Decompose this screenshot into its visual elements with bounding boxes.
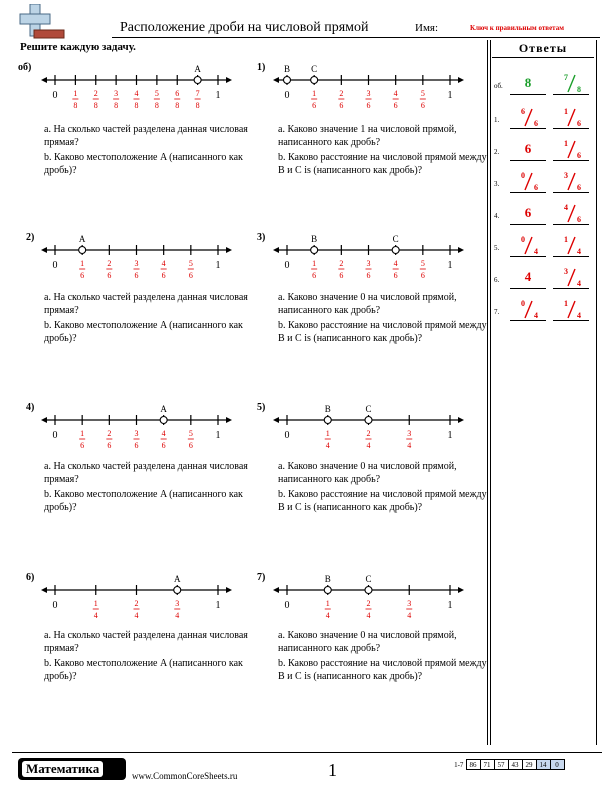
answer-a-fraction [514,169,544,193]
point-marker [365,587,372,594]
answer-fraction-slash [568,237,575,254]
fraction-numerator: 3 [407,429,412,438]
answer-numerator: 1 [564,299,568,308]
point-label: A [194,64,201,74]
answer-numerator: 4 [564,203,568,212]
number-line [39,60,279,118]
answer-numerator: 1 [564,235,568,244]
fraction-numerator: 2 [107,259,112,268]
answer-fraction-slash [568,75,575,92]
question-a: a. Каково значение 1 на числовой прямой, написанного как дробь? [278,124,457,148]
tick-label-start: 0 [52,260,58,271]
score-range: 1-7 [454,760,464,769]
number-line [39,570,279,628]
answer-row-label: 6. [494,276,500,284]
fraction-numerator: 3 [175,599,180,608]
fraction-denominator: 8 [93,101,98,110]
fraction-denominator: 6 [161,441,166,450]
answer-denominator: 4 [534,311,538,320]
answer-denominator: 4 [534,247,538,256]
score-cell: 14 [536,760,550,770]
fraction-numerator: 5 [154,89,159,98]
fraction-denominator: 4 [325,611,330,620]
arrow-right-icon [458,587,464,593]
fraction-numerator: 3 [134,429,139,438]
name-label: Имя: [415,22,439,34]
question-a: a. Каково значение 0 на числовой прямой, написанного как дробь? [278,461,457,485]
question-b: b. Каково местоположение A (написанного как дробь)? [44,320,243,344]
answer-fraction-slash [525,301,532,318]
point-marker [160,417,167,424]
answer-denominator: 6 [577,151,581,160]
arrow-left-icon [41,247,47,253]
question-b: b. Каково расстояние на числовой прямой между B и C is (написанного как дробь)? [278,658,487,682]
fraction-denominator: 8 [114,101,119,110]
answer-a: 8 [524,75,532,90]
arrow-left-icon [273,77,279,83]
point-marker [311,77,318,84]
answer-a [514,233,544,262]
fraction-denominator: 4 [325,441,330,450]
fraction-denominator: 6 [134,441,139,450]
score-cell: 86 [466,760,480,770]
answer-a [514,297,544,326]
point-label: A [174,574,181,584]
answers-divider [492,57,594,58]
fraction-denominator: 4 [366,441,371,450]
answer-row-label: об. [494,82,503,90]
arrow-right-icon [226,417,232,423]
brand-logo [18,758,126,780]
fraction-denominator: 8 [195,101,200,110]
arrow-left-icon [273,417,279,423]
answer-a-fraction [514,105,544,129]
answer-fraction-slash [568,301,575,318]
answer-row-label: 1. [494,116,500,124]
fraction-denominator: 6 [420,271,425,280]
fraction-numerator: 1 [80,429,85,438]
point-label: A [160,404,167,414]
problem-number: 2) [26,232,35,243]
tick-label-end: 1 [215,260,221,271]
tick-label-start: 0 [284,600,290,611]
fraction-denominator: 6 [339,271,344,280]
sidebar-divider [490,40,491,745]
answers-title: Ответы [518,41,568,55]
arrow-left-icon [273,247,279,253]
question-a: a. На сколько частей разделена данная числовая прямая? [44,630,248,654]
fraction-numerator: 3 [114,89,119,98]
number-line [271,570,511,628]
answer-b [557,297,587,326]
tick-label-start: 0 [52,600,58,611]
answer-denominator: 4 [577,247,581,256]
score-cell: 57 [494,760,508,770]
answer-a-fraction [514,233,544,257]
question-b: b. Каково расстояние на числовой прямой между B и C is (написанного как дробь)? [278,320,487,344]
point-label: C [365,574,372,584]
question-a: a. На сколько частей разделена данная числовая прямая? [44,292,248,316]
point-marker [392,247,399,254]
fraction-numerator: 5 [420,89,425,98]
question-b: b. Каково местоположение A (написанного как дробь)? [44,489,243,513]
fraction-denominator: 6 [366,271,371,280]
tick-label-start: 0 [52,90,58,101]
question-b: b. Каково местоположение A (написанного как дробь)? [44,152,243,176]
arrow-right-icon [226,247,232,253]
answer-b [557,105,587,134]
answer-denominator: 4 [577,311,581,320]
logo-icon [16,4,66,40]
point-marker [284,77,291,84]
tick-label-start: 0 [284,260,290,271]
point-marker [324,417,331,424]
arrow-left-icon [41,77,47,83]
answer-key-label: Ключ к правильным ответам [470,24,564,32]
answer-b [557,169,587,198]
question-b: b. Каково расстояние на числовой прямой между B и C is (написанного как дробь)? [278,489,487,513]
fraction-denominator: 6 [312,101,317,110]
arrow-left-icon [41,417,47,423]
tick-label-start: 0 [52,430,58,441]
point-label: C [365,404,372,414]
fraction-denominator: 4 [407,611,412,620]
answer-b-fraction [557,233,587,257]
fraction-numerator: 4 [393,89,398,98]
answer-row-label: 3. [494,180,500,188]
answer-denominator: 8 [577,85,581,94]
answer-b [557,137,587,166]
question-a: a. На сколько частей разделена данная числовая прямая? [44,124,248,148]
fraction-denominator: 8 [175,101,180,110]
answer-numerator: 3 [564,267,568,276]
score-cell: 0 [550,760,564,770]
fraction-numerator: 1 [80,259,85,268]
fraction-denominator: 6 [339,101,344,110]
tick-label-start: 0 [284,90,290,101]
fraction-denominator: 6 [80,271,85,280]
answer-denominator: 6 [577,183,581,192]
number-line [271,60,511,118]
page-title: Расположение дроби на числовой прямой [120,20,369,35]
problem-number: об) [18,62,32,73]
fraction-denominator: 6 [420,101,425,110]
tick-label-end: 1 [447,600,453,611]
problem-number: 7) [257,572,266,583]
fraction-denominator: 6 [366,101,371,110]
answer-denominator: 6 [577,215,581,224]
fraction-denominator: 6 [161,271,166,280]
answer-fraction-slash [568,141,575,158]
fraction-numerator: 2 [107,429,112,438]
score-cell: 29 [522,760,536,770]
fraction-numerator: 2 [339,259,344,268]
answer-line [510,160,546,161]
answer-a [514,169,544,198]
tick-label-end: 1 [447,90,453,101]
fraction-numerator: 5 [188,259,193,268]
fraction-denominator: 6 [188,271,193,280]
answer-a [514,105,544,134]
fraction-denominator: 6 [188,441,193,450]
tick-label-end: 1 [215,600,221,611]
point-label: B [324,404,331,414]
fraction-numerator: 5 [188,429,193,438]
tick-label-end: 1 [447,260,453,271]
number-line [39,230,279,288]
answer-b-fraction [557,137,587,161]
tick-label-end: 1 [215,430,221,441]
point-marker [194,77,201,84]
fraction-numerator: 2 [339,89,344,98]
fraction-denominator: 4 [407,441,412,450]
fraction-numerator: 6 [175,89,180,98]
answer-numerator: 6 [521,107,525,116]
answer-b-fraction [557,71,587,95]
answer-denominator: 6 [534,119,538,128]
fraction-denominator: 6 [80,441,85,450]
answer-a: 6 [524,141,532,156]
tick-label-end: 1 [447,430,453,441]
answer-line [510,288,546,289]
question-a: a. Каково значение 0 на числовой прямой, написанного как дробь? [278,292,457,316]
answer-b [557,233,587,262]
fraction-denominator: 8 [154,101,159,110]
fraction-denominator: 6 [393,101,398,110]
brand-label: Математика [22,761,103,777]
fraction-denominator: 6 [107,441,112,450]
arrow-right-icon [458,77,464,83]
fraction-denominator: 8 [73,101,78,110]
site-url: www.CommonCoreSheets.ru [132,771,238,781]
answer-row-label: 5. [494,244,500,252]
problem-number: 1) [257,62,266,73]
number-line [271,230,511,288]
fraction-numerator: 1 [93,599,98,608]
answer-numerator: 7 [564,73,568,82]
question-a: a. Каково значение 0 на числовой прямой, написанного как дробь? [278,630,457,654]
sidebar-divider [596,40,597,745]
instruction-text: Решите каждую задачу. [20,41,136,53]
point-label: C [311,64,318,74]
number-line [39,400,279,458]
answer-b-fraction [557,297,587,321]
problem-number: 5) [257,402,266,413]
answer-fraction-slash [568,205,575,222]
answer-numerator: 0 [521,235,525,244]
fraction-numerator: 2 [366,429,371,438]
arrow-right-icon [226,587,232,593]
point-marker [79,247,86,254]
fraction-denominator: 6 [312,271,317,280]
fraction-numerator: 2 [93,89,98,98]
fraction-numerator: 1 [312,89,317,98]
fraction-denominator: 6 [134,271,139,280]
point-label: C [392,234,399,244]
tick-label-start: 0 [284,430,290,441]
answer-b-fraction [557,105,587,129]
answer-a-fraction [514,297,544,321]
answer-numerator: 0 [521,171,525,180]
title-divider [112,37,600,38]
arrow-right-icon [458,247,464,253]
point-label: B [283,64,291,74]
fraction-numerator: 4 [134,89,139,98]
question-b: b. Каково расстояние на числовой прямой между B и C is (написанного как дробь)? [278,152,487,176]
point-marker [311,247,318,254]
arrow-right-icon [458,417,464,423]
number-line [271,400,511,458]
answer-b [557,71,587,100]
answer-denominator: 6 [534,183,538,192]
answer-fraction-slash [525,237,532,254]
answer-numerator: 0 [521,299,525,308]
fraction-denominator: 4 [93,611,98,620]
answer-a: 4 [524,269,532,284]
answer-b [557,201,587,230]
fraction-numerator: 4 [393,259,398,268]
footer-divider [12,752,602,753]
answer-a: 6 [524,205,532,220]
page-number: 1 [328,760,337,780]
answer-b-fraction [557,169,587,193]
problem-number: 4) [26,402,35,413]
fraction-denominator: 4 [366,611,371,620]
fraction-denominator: 6 [107,271,112,280]
fraction-denominator: 4 [134,611,139,620]
fraction-numerator: 2 [134,599,139,608]
answer-fraction-slash [568,269,575,286]
question-b: b. Каково местоположение A (написанного как дробь)? [44,658,243,682]
fraction-numerator: 1 [325,599,330,608]
fraction-numerator: 7 [195,89,200,98]
problem-number: 3) [257,232,266,243]
answer-line [510,224,546,225]
sidebar-divider [487,40,488,745]
fraction-numerator: 5 [420,259,425,268]
question-a: a. На сколько частей разделена данная числовая прямая? [44,461,248,485]
arrow-right-icon [226,77,232,83]
fraction-numerator: 1 [73,89,78,98]
tick-label-end: 1 [215,90,221,101]
point-marker [365,417,372,424]
answer-fraction-slash [525,109,532,126]
answer-fraction-slash [525,173,532,190]
problem-number: 6) [26,572,35,583]
score-cell: 71 [480,760,494,770]
fraction-numerator: 4 [161,429,166,438]
point-label: A [78,234,86,244]
fraction-numerator: 3 [366,89,371,98]
answer-denominator: 6 [577,119,581,128]
point-label: B [324,574,331,584]
fraction-denominator: 4 [175,611,180,620]
fraction-numerator: 3 [407,599,412,608]
answer-numerator: 3 [564,171,568,180]
answer-line [510,94,546,95]
fraction-denominator: 8 [134,101,139,110]
answer-row-label: 7. [494,308,500,316]
answer-b-fraction [557,201,587,225]
score-table [452,759,565,770]
answer-row-label: 4. [494,212,500,220]
answer-b-fraction [557,265,587,289]
fraction-denominator: 6 [393,271,398,280]
arrow-left-icon [273,587,279,593]
answer-denominator: 4 [577,279,581,288]
fraction-numerator: 2 [366,599,371,608]
fraction-numerator: 3 [134,259,139,268]
point-marker [324,587,331,594]
point-marker [174,587,181,594]
answer-row-label: 2. [494,148,500,156]
fraction-numerator: 3 [366,259,371,268]
arrow-left-icon [41,587,47,593]
answer-numerator: 1 [564,107,568,116]
fraction-numerator: 4 [161,259,166,268]
fraction-numerator: 1 [325,429,330,438]
answer-b [557,265,587,294]
fraction-numerator: 1 [312,259,317,268]
answer-fraction-slash [568,173,575,190]
answer-fraction-slash [568,109,575,126]
score-cell: 43 [508,760,522,770]
answer-numerator: 1 [564,139,568,148]
point-label: B [311,234,318,244]
